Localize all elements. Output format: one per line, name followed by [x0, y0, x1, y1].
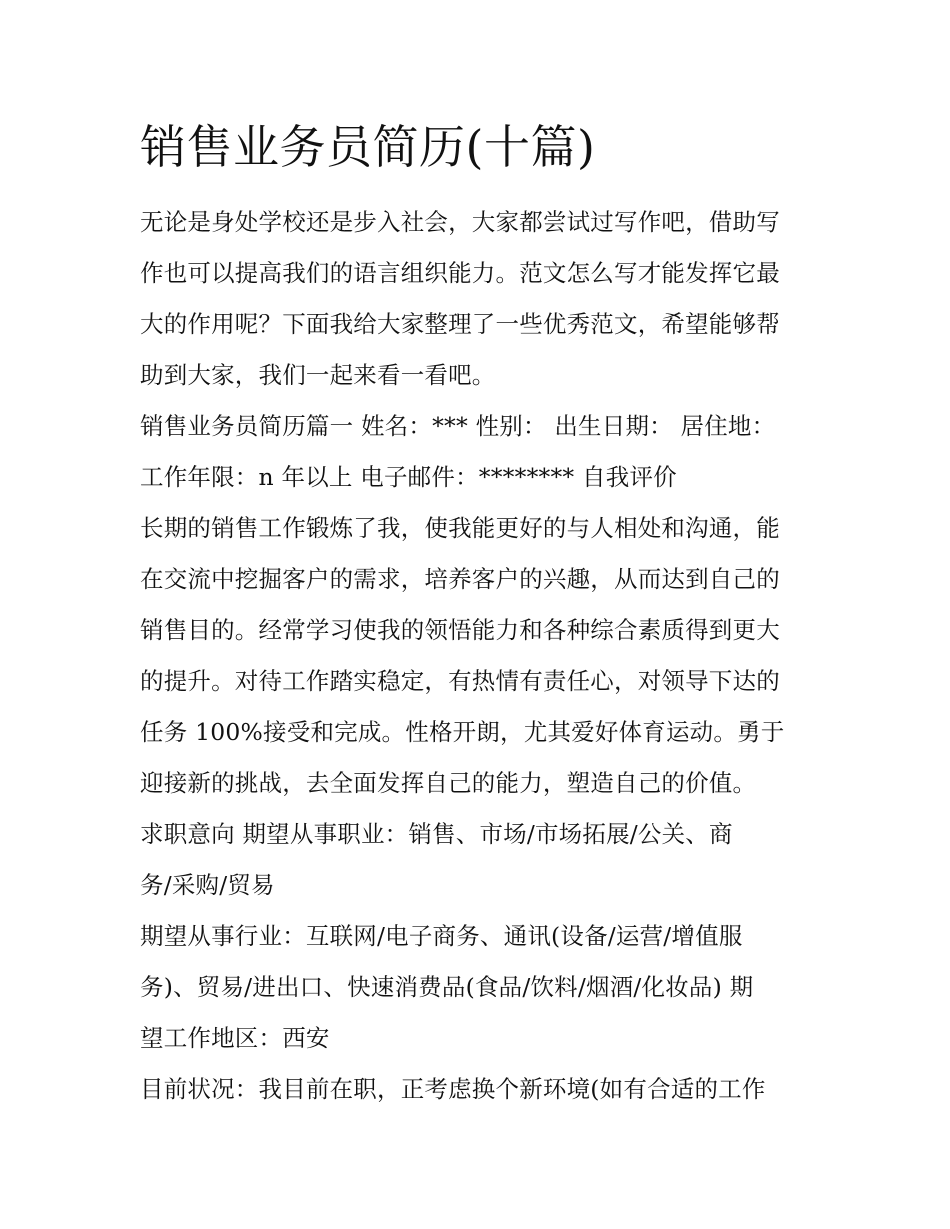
body-line: 务/采购/贸易 — [140, 871, 275, 899]
body-line: 无论是身处学校还是步入社会，大家都尝试过写作吧，借助写 — [140, 208, 780, 236]
body-line: 长期的销售工作锻炼了我，使我能更好的与人相处和沟通，能 — [140, 514, 780, 542]
body-line: 目前状况：我目前在职，正考虑换个新环境(如有合适的工作 — [140, 1075, 766, 1103]
body-line: 望工作地区：西安 — [140, 1024, 330, 1052]
body-line: 销售目的。经常学习使我的领悟能力和各种综合素质得到更大 — [140, 616, 780, 644]
document-body — [140, 197, 840, 1115]
body-line: 工作年限：n 年以上 电子邮件：******** 自我评价 — [140, 463, 677, 491]
body-line: 大的作用呢？下面我给大家整理了一些优秀范文，希望能够帮 — [140, 310, 780, 338]
body-line: 务)、贸易/进出口、快速消费品(食品/饮料/烟酒/化妆品) 期 — [140, 973, 754, 1001]
body-line: 助到大家，我们一起来看一看吧。 — [140, 361, 496, 389]
body-line: 作也可以提高我们的语言组织能力。范文怎么写才能发挥它最 — [140, 259, 780, 287]
body-line: 期望从事行业：互联网/电子商务、通讯(设备/运营/增值服 — [140, 922, 743, 950]
body-line: 迎接新的挑战，去全面发挥自己的能力，塑造自己的价值。 — [140, 769, 757, 797]
body-line: 求职意向 期望从事职业：销售、市场/市场拓展/公关、商 — [140, 820, 733, 848]
body-line: 销售业务员简历篇一 姓名：*** 性别： 出生日期： 居住地： — [140, 412, 776, 440]
body-line: 在交流中挖掘客户的需求，培养客户的兴趣，从而达到自己的 — [140, 565, 780, 593]
document-title: 销售业务员简历(十篇) — [140, 120, 596, 174]
body-line: 任务 100%接受和完成。性格开朗，尤其爱好体育运动。勇于 — [140, 718, 785, 746]
body-line: 的提升。对待工作踏实稳定，有热情有责任心，对领导下达的 — [140, 667, 780, 695]
